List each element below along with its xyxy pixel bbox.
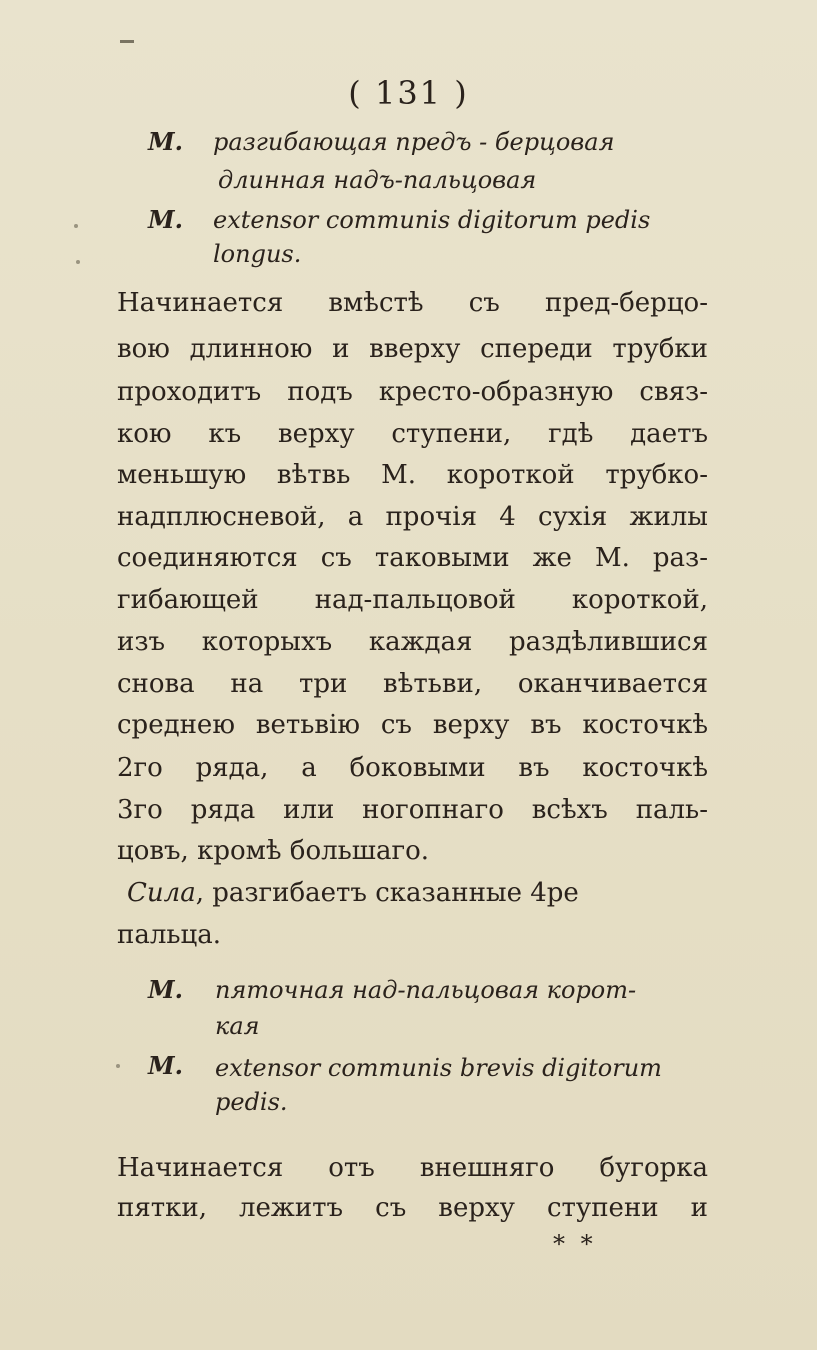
muscle2-name-lat-line1: extensor communis brevis digitorum — [215, 1054, 662, 1082]
paragraph1-line: проходитъ подъ кресто-образную связ- — [117, 377, 708, 407]
force-line — [127, 873, 718, 913]
muscle2-name-lat-line2: pedis. — [215, 1088, 288, 1116]
muscle1-name-ru-line2: длинная надъ-пальцовая — [218, 166, 537, 194]
page-mark — [120, 40, 134, 43]
paragraph1-line: среднею ветьвію съ верху въ косточкѣ — [117, 710, 708, 740]
muscle1-label-ru: M. — [148, 127, 183, 156]
page-speck — [76, 260, 80, 264]
muscle2-label-lat: M. — [148, 1051, 183, 1080]
muscle1-name-ru-line1: разгибающая предъ - берцовая — [213, 128, 615, 156]
paragraph2-line: пятки, лежитъ съ верху ступени и — [117, 1193, 708, 1223]
page-speck — [74, 224, 78, 228]
muscle1-name-lat-line2: longus. — [213, 240, 302, 268]
muscle2-name-ru-line1: пяточная над-пальцовая корот- — [215, 976, 637, 1004]
signature-mark: * * — [553, 1230, 597, 1258]
force-label: Сила — [127, 878, 196, 908]
page-speck — [116, 1064, 120, 1068]
paragraph1-line: 2го ряда, а боковыми въ косточкѣ — [117, 753, 708, 783]
paragraph2-line: Начинается отъ внешняго бугорка — [117, 1153, 708, 1183]
paragraph1-line: снова на три вѣтьви, оканчивается — [117, 669, 708, 699]
paragraph1-line: меньшую вѣтвь М. короткой трубко- — [117, 460, 708, 490]
force-text: , разгибаетъ сказанные 4ре — [195, 878, 579, 908]
page-number: ( 131 ) — [348, 74, 469, 112]
muscle2-name-ru-line2: кая — [215, 1012, 260, 1040]
paragraph1-line: цовъ, кромѣ большаго. — [117, 836, 429, 866]
paragraph1-line: надплюсневой, а прочія 4 сухія жилы — [117, 502, 708, 532]
paragraph1-line: соединяются съ таковыми же М. раз- — [117, 543, 708, 573]
paragraph1-line: вою длинною и вверху спереди трубки — [117, 334, 708, 364]
paragraph1-line: гибающей над-пальцовой короткой, — [117, 585, 708, 615]
paragraph1-line: Начинается вмѣстѣ съ пред-берцо- — [117, 288, 708, 318]
muscle1-label-lat: M. — [148, 205, 183, 234]
paragraph1-line: кою къ верху ступени, гдѣ даетъ — [117, 419, 708, 449]
paragraph1-line: 3го ряда или ногопнаго всѣхъ паль- — [117, 795, 708, 825]
paragraph1-line: изъ которыхъ каждая раздѣлившися — [117, 627, 708, 657]
force-text-line2: пальца. — [117, 920, 221, 950]
muscle2-label-ru: M. — [148, 975, 183, 1004]
muscle1-name-lat-line1: extensor communis digitorum pedis — [213, 206, 651, 234]
